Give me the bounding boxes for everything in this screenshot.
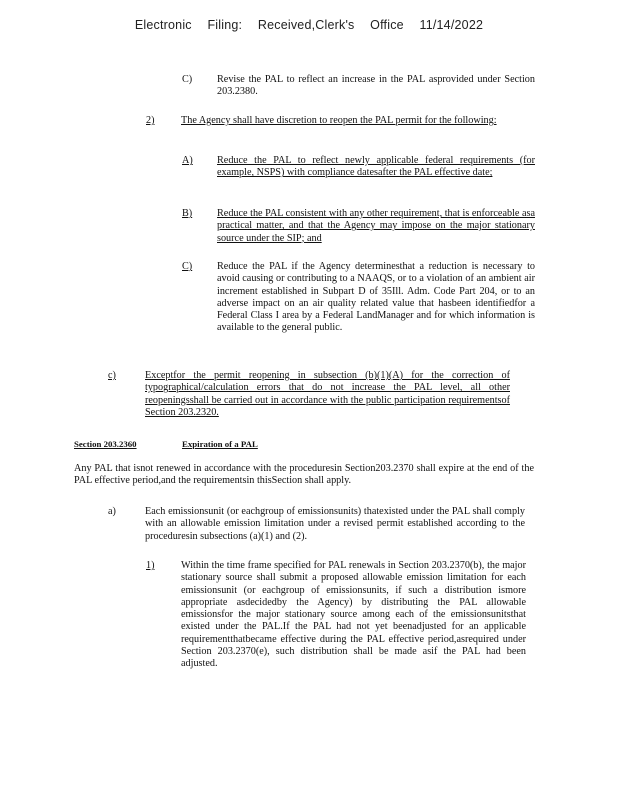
section-a-text: Each emissionsunit (or eachgroup of emissionsunits) thatexisted under the PAL shall comply with an allowable emission limitation under a revised permit established according to the proceduresin subsections (a)(1) and (2). bbox=[145, 506, 525, 542]
section-title: Expiration of a PAL bbox=[182, 439, 258, 449]
item-c-upper-label: C) bbox=[182, 74, 193, 85]
item-2c-text: Reduce the PAL if the Agency determinesthat a reduction is necessary to avoid causing or contributing to a NAAQS, or to a violation of an ambient air increment established in Subpart D of 35Ill. Adm. Code Part 204, or to an adverse impact on an air quality related value that hasbeen identifiedfor a Federal Class I area by a Federal LandManager and for which information is available to the general public. bbox=[217, 261, 535, 334]
item-2a-text: Reduce the PAL to reflect newly applicable federal requirements (for example, NSPS) with compliance datesafter the PAL effective date; bbox=[217, 155, 535, 179]
item-2-label: 2) bbox=[146, 115, 155, 126]
header-filing: Filing: bbox=[207, 18, 243, 32]
item-2b-text: Reduce the PAL consistent with any other requirement, that is enforceable asa practical matter, and that the Agency may impose on the major stationary source under the SIP; and bbox=[217, 208, 535, 244]
section-a1-label: 1) bbox=[146, 560, 155, 571]
header-date: 11/14/2022 bbox=[419, 18, 484, 32]
item-2-text: The Agency shall have discretion to reopen the PAL permit for the following: bbox=[181, 115, 497, 126]
header-received: Received,Clerk's bbox=[257, 18, 355, 32]
filing-header bbox=[0, 18, 618, 32]
section-number: Section 203.2360 bbox=[74, 439, 137, 449]
item-c-lower-text: Exceptfor the permit reopening in subsection (b)(1)(A) for the correction of typographical/calculation errors that do not increase the PAL level, all other reopeningsshall be carried out in accordance with the public participation requirementsof Section 203.2320. bbox=[145, 370, 510, 418]
header-electronic: Electronic bbox=[134, 18, 192, 32]
header-office: Office bbox=[370, 18, 404, 32]
item-c-lower-label: c) bbox=[108, 370, 116, 381]
item-2a-label: A) bbox=[182, 155, 193, 166]
section-a-label: a) bbox=[108, 506, 116, 517]
item-2c-label: C) bbox=[182, 261, 193, 272]
item-c-upper-text: Revise the PAL to reflect an increase in the PAL asprovided under Section 203.2380. bbox=[217, 74, 535, 98]
section-intro: Any PAL that isnot renewed in accordance with the proceduresin Section203.2370 shall expire at the end of the PAL effective period,and the requirementsin thisSection shall apply. bbox=[74, 463, 534, 487]
item-2b-label: B) bbox=[182, 208, 193, 219]
section-a1-text: Within the time frame specified for PAL renewals in Section 203.2370(b), the major stationary source shall submit a proposed allowable emission limitation for each emissionsunit (or eachgroup of emissionsunits, if such a distribution ismore appropriate asdecidedby the Agency) by distributing the PAL allowable emissionsfor the major stationary source among each of the emissionsunitsthat existed under the PAL.If the PAL had not yet beenadjusted for an applicable requirementthatbecame effective during the PAL effective period,asrequired under Section 203.2370(e), such distribution shall be made asif the PAL had been adjusted. bbox=[181, 560, 526, 670]
